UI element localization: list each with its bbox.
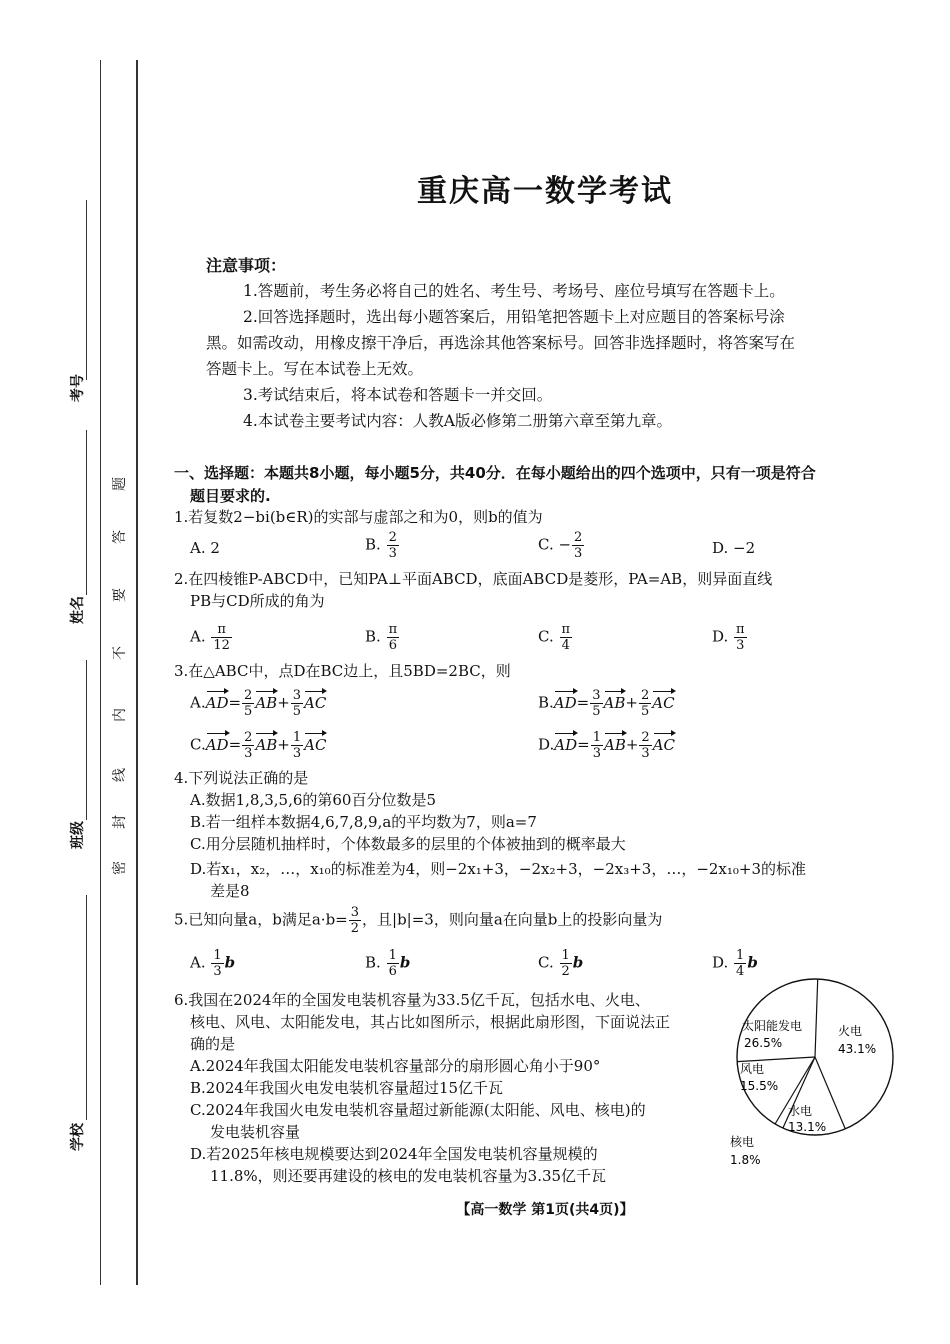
- q6-option-c-cont: 发电装机容量: [210, 1123, 301, 1141]
- notice-item: 4.本试卷主要考试内容：人教A版必修第二册第六章至第九章。: [243, 412, 672, 430]
- q4-option-d-cont: 差是8: [210, 882, 250, 900]
- q3-option-b: B.AD= $\frac{3}{5}$ AB+ $\frac{2}{5}$ AC: [538, 688, 675, 719]
- pie-slice-value: 15.5%: [740, 1079, 779, 1093]
- q3-option-d: D.AD= $\frac{1}{3}$ AB+ $\frac{2}{3}$ AC: [538, 730, 676, 761]
- q1-option-b: B. $\frac{2}{3}$: [365, 530, 397, 561]
- question-6-cont: 确的是: [190, 1035, 236, 1053]
- q6-option-d: D.若2025年核电规模要达到2024年全国发电装机容量规模的: [190, 1145, 598, 1163]
- question-4: 4.下列说法正确的是: [174, 769, 309, 787]
- question-2-cont: PB与CD所成的角为: [190, 592, 325, 610]
- notice-heading: 注意事项：: [206, 256, 287, 275]
- section-heading: 一、选择题：本题共8小题，每小题5分，共40分．在每小题给出的四个选项中，只有一项是符合: [174, 464, 816, 482]
- q6-option-b: B.2024年我国火电发电装机容量超过15亿千瓦: [190, 1079, 504, 1097]
- q5-option-d: D. $\frac{1}{4}$ b: [712, 948, 758, 979]
- notice-item: 1.答题前，考生务必将自己的姓名、考生号、考场号、座位号填写在答题卡上。: [243, 282, 785, 300]
- q4-option-c: C.用分层随机抽样时，个体数最多的层里的个体被抽到的概率最大: [190, 835, 626, 853]
- q4-option-b: B.若一组样本数据4,6,7,8,9,a的平均数为7，则a=7: [190, 813, 537, 831]
- q6-option-a: A.2024年我国太阳能发电装机容量部分的扇形圆心角小于90°: [190, 1057, 601, 1075]
- question-3: 3.在△ABC中，点D在BC边上，且5BD=2BC，则: [174, 662, 511, 680]
- q3-option-c: C.AD= $\frac{2}{3}$ AB+ $\frac{1}{3}$ AC: [190, 730, 327, 761]
- pie-slice-label: 太阳能发电: [742, 1019, 803, 1033]
- q1-option-d: D. −2: [712, 539, 756, 557]
- q2-option-d: D. $\frac{\pi}{3}$: [712, 622, 745, 653]
- q5-option-b: B. $\frac{1}{6}$ b: [365, 948, 411, 979]
- power-capacity-pie-chart: [720, 975, 895, 1175]
- pie-slice-value: 1.8%: [730, 1153, 761, 1167]
- field-name: 姓名: [62, 430, 92, 640]
- seal-char: 内: [112, 708, 128, 722]
- page-footer: 【高一数学 第1页(共4页)】: [456, 1202, 634, 1218]
- seal-char: 答: [112, 530, 128, 544]
- seal-char: 线: [112, 768, 128, 782]
- notice-item: 2.回答选择题时，选出每小题答案后，用铅笔把答题卡上对应题目的答案标号涂: [243, 308, 785, 326]
- q1-option-c: C. − $\frac{2}{3}$: [538, 530, 583, 561]
- notice-item: 黑。如需改动，用橡皮擦干净后，再选涂其他答案标号。回答非选择题时，将答案写在: [206, 334, 796, 352]
- notice-item: 3.考试结束后，将本试卷和答题卡一并交回。: [243, 386, 553, 404]
- pie-slice-value: 26.5%: [744, 1036, 783, 1050]
- q2-option-c: C. $\frac{\pi}{4}$: [538, 622, 571, 653]
- q6-option-c: C.2024年我国火电发电装机容量超过新能源(太阳能、风电、核电)的: [190, 1101, 646, 1119]
- pie-slice-value: 13.1%: [788, 1120, 827, 1134]
- q5-option-a: A. $\frac{1}{3}$ b: [190, 948, 236, 979]
- question-6-cont: 核电、风电、太阳能发电，其占比如图所示，根据此扇形图，下面说法正: [190, 1013, 671, 1031]
- margin-line-outer: [100, 60, 101, 1285]
- q6-option-d-cont: 11.8%，则还要再建设的核电的发电装机容量为3.35亿千瓦: [210, 1167, 607, 1185]
- q2-option-a: A. $\frac{\pi}{12}$: [190, 622, 230, 653]
- field-exam-number: 考号: [62, 200, 92, 410]
- q2-option-b: B. $\frac{\pi}{6}$: [365, 622, 398, 653]
- question-6: 6.我国在2024年的全国发电装机容量为33.5亿千瓦，包括水电、火电、: [174, 991, 650, 1009]
- q4-option-a: A.数据1,8,3,5,6的第60百分位数是5: [190, 791, 437, 809]
- field-school: 学校: [62, 895, 92, 1155]
- pie-slice-value: 43.1%: [838, 1042, 877, 1056]
- question-2: 2.在四棱锥P-ABCD中，已知PA⊥平面ABCD，底面ABCD是菱形，PA=AB，则异面直线: [174, 570, 773, 588]
- notice-item: 答题卡上。写在本试卷上无效。: [206, 360, 424, 378]
- field-class: 班级: [62, 660, 92, 860]
- q4-option-d: D.若x₁，x₂，…，x₁₀的标准差为4，则−2x₁+3，−2x₂+3，−2x₃+3，…，−2x₁₀+3的标准: [190, 860, 807, 878]
- seal-char: 封: [112, 815, 128, 829]
- seal-char: 要: [112, 588, 128, 602]
- seal-char: 密: [112, 861, 128, 875]
- section-heading-cont: 题目要求的.: [190, 487, 271, 505]
- pie-slice-label: 水电: [788, 1104, 813, 1118]
- question-5: 5.已知向量a，b满足a·b= $\frac{3}{2}$ ，且|b|=3，则向量a在向量b上的投影向量为: [174, 905, 663, 936]
- pie-slice-label: 核电: [730, 1135, 755, 1149]
- seal-char: 不: [112, 646, 128, 660]
- page-title: 重庆高一数学考试: [417, 174, 673, 209]
- question-1: 1.若复数2−bi(b∈R)的实部与虚部之和为0，则b的值为: [174, 508, 543, 526]
- q1-option-a: A. 2: [190, 539, 220, 557]
- pie-slice-label: 风电: [740, 1062, 765, 1076]
- pie-slice-label: 火电: [838, 1024, 863, 1038]
- binding-margin: [0, 0, 140, 1344]
- margin-line-inner: [136, 60, 138, 1285]
- seal-char: 题: [112, 477, 128, 491]
- q3-option-a: A.AD= $\frac{2}{5}$ AB+ $\frac{3}{5}$ AC: [190, 688, 327, 719]
- q5-option-c: C. $\frac{1}{2}$ b: [538, 948, 584, 979]
